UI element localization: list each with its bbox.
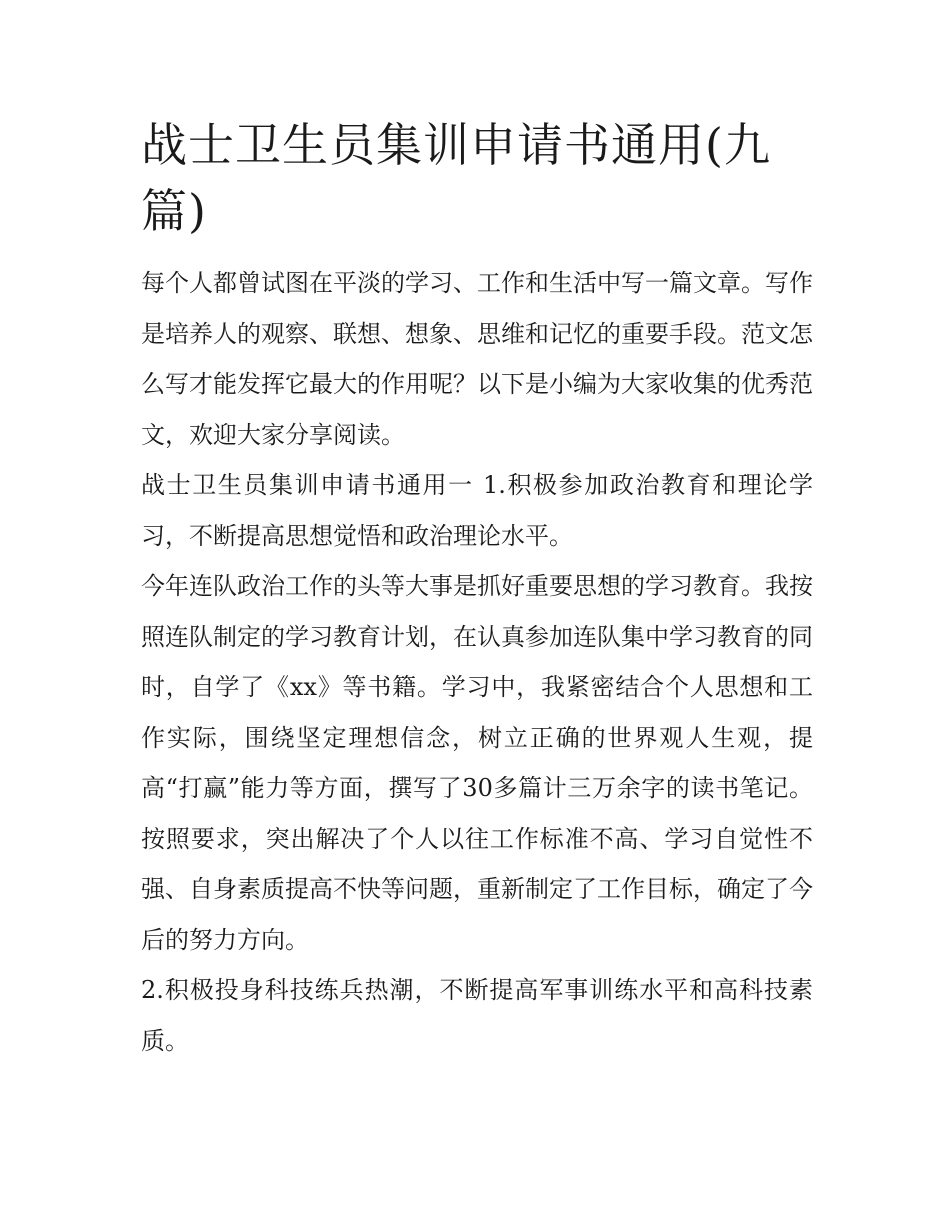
paragraph-intro: 每个人都曾试图在平淡的学习、工作和生活中写一篇文章。写作是培养人的观察、联想、想象、思维和记忆的重要手段。范文怎么写才能发挥它最大的作用呢？以下是小编为大家收集的优秀范文，欢迎大家分享阅读。 xyxy=(141,269,813,449)
document-body xyxy=(141,112,813,1066)
document-title: 战士卫生员集训申请书通用(九篇) xyxy=(141,118,771,238)
paragraph-political-work: 今年连队政治工作的头等大事是抓好重要思想的学习教育。我按照连队制定的学习教育计划，在认真参加连队集中学习教育的同时，自学了《xx》等书籍。学习中，我紧密结合个人思想和工作实际，围绕坚定理想信念，树立正确的世界观人生观，提高“打赢”能力等方面，撰写了30多篇计三万余字的读书笔记。按照要求，突出解决了个人以往工作标准不高、学习自觉性不强、自身素质提高不快等问题，重新制定了工作目标，确定了今后的努力方向。 xyxy=(141,572,813,954)
paragraph-section-one: 战士卫生员集训申请书通用一 1.积极参加政治教育和理论学习，不断提高思想觉悟和政治理论水平。 xyxy=(141,471,813,550)
paragraph-training: 2.积极投身科技练兵热潮，不断提高军事训练水平和高科技素质。 xyxy=(141,976,813,1055)
